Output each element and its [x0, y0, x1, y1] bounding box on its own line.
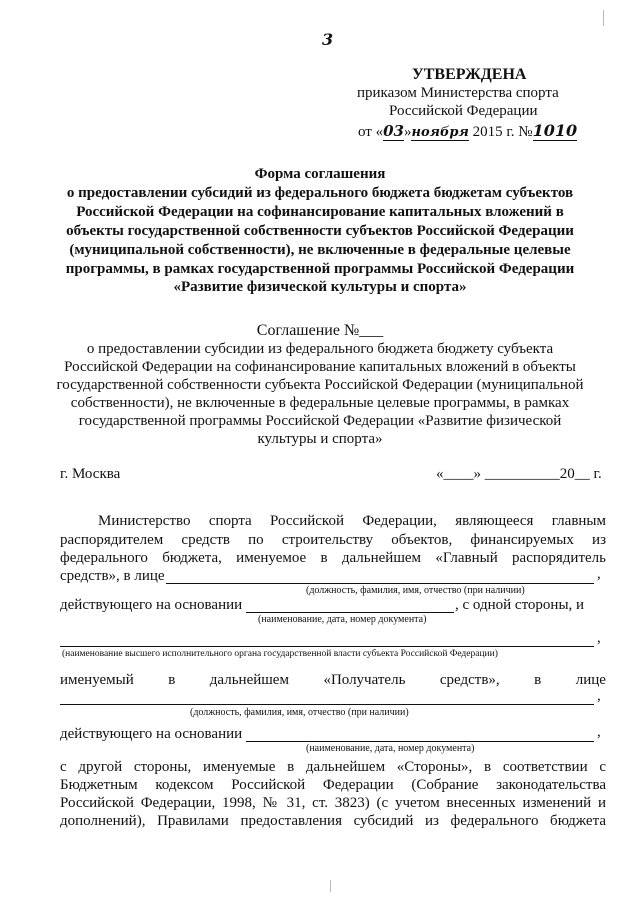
date-month: ноября [411, 125, 469, 140]
form-title-line4: объекты государственной собственности субъектов Российской Федерации [66, 223, 574, 239]
p2-line1: с другой стороны, именуемые в дальнейшем «Стороны», в соответствии с [60, 759, 606, 775]
hint-document-1: (наименование, дата, номер документа) [258, 614, 427, 625]
agreement-line3: Российской Федерации на софинансирование капитальных вложений в объекты [64, 359, 576, 375]
named-word-6: в [534, 672, 542, 688]
scan-mark-top [603, 10, 604, 26]
acting-basis-1: действующего на основании [60, 597, 243, 613]
hint-organ: (наименование высшего исполнительного органа государственной власти субъекта Российской Федерации) [62, 649, 498, 659]
approval-date [358, 121, 577, 141]
position-blank-line-2 [60, 704, 594, 705]
date-mid: » [403, 124, 412, 140]
date-day: 03 [383, 122, 404, 140]
p1-line1: Министерство спорта Российской Федерации, являющееся главным [98, 513, 606, 529]
page-number: 3 [322, 30, 334, 49]
form-title-line6: программы, в рамках государственной программы Российской Федерации [65, 261, 575, 277]
comma-2: , [597, 630, 601, 646]
p2-line3: Российской Федерации, 1998, № 31, ст. 3823) (с учетом внесенных изменений и [60, 795, 606, 811]
scan-mark-bottom [330, 880, 331, 892]
agreement-line2: о предоставлении субсидии из федерального бюджета бюджету субъекта [86, 341, 554, 357]
named-line [60, 672, 606, 689]
acting-basis-2: действующего на основании [60, 726, 243, 742]
form-title-line7: «Развитие физической культуры и спорта» [173, 279, 467, 295]
agreement-line4: государственной собственности субъекта Российской Федерации (муниципальной [56, 377, 584, 393]
approval-line1: приказом Министерства спорта [357, 85, 559, 101]
approval-line2: Российской Федерации [389, 103, 538, 119]
named-word-4: «Получатель [323, 672, 406, 688]
organ-blank-line [60, 646, 594, 647]
document-blank-line-1 [246, 612, 454, 613]
comma-4: , [597, 724, 601, 740]
p1-line4: средств», в лице [60, 568, 165, 584]
agreement-number: Соглашение №___ [256, 322, 384, 339]
place-city: г. Москва [60, 466, 121, 482]
approval-title: УТВЕРЖДЕНА [412, 66, 527, 83]
named-word-3: дальнейшем [209, 672, 289, 688]
hint-position-2: (должность, фамилия, имя, отчество (при наличии) [190, 707, 409, 718]
named-word-5: средств», [439, 672, 500, 688]
one-side: , с одной стороны, и [455, 597, 585, 613]
date-year: 2015 г. № [472, 124, 533, 140]
p2-line2: Бюджетным кодексом Российской Федерации (Собрание законодательства [60, 777, 606, 793]
position-blank-line [166, 583, 594, 584]
named-word-7: лице [575, 672, 606, 688]
date-prefix: от « [358, 124, 384, 140]
place-date-blank: «____» __________20__ г. [436, 466, 602, 482]
p1-line3: федерального бюджета, именуемое в дальнейшем «Главный распорядитель [60, 550, 606, 566]
named-word-1: именуемый [60, 672, 134, 688]
comma-1: , [597, 566, 601, 582]
p2-line4: дополнений), Правилами предоставления субсидий из федерального бюджета [60, 813, 606, 829]
agreement-line7: культуры и спорта» [257, 431, 383, 447]
order-number: 1010 [532, 121, 578, 140]
hint-document-2: (наименование, дата, номер документа) [306, 743, 475, 754]
comma-3: , [597, 688, 601, 704]
form-title-line2: о предоставлении субсидий из федерального бюджета бюджетам субъектов [66, 185, 574, 201]
document-blank-line-2 [246, 741, 594, 742]
hint-position: (должность, фамилия, имя, отчество (при наличии) [306, 585, 525, 596]
form-title-line1: Форма соглашения [254, 166, 386, 182]
p1-line2: распорядителем средств по строительству объектов, финансируемых из [60, 532, 606, 548]
agreement-line5: собственности), не включенные в федеральные целевые программы, в рамках [70, 395, 570, 411]
named-word-2: в [168, 672, 176, 688]
form-title-line3: Российской Федерации на софинансирование капитальных вложений в [76, 204, 564, 220]
agreement-line6: государственной программы Российской Федерации «Развитие физической [78, 413, 562, 429]
form-title-line5: (муниципальной собственности), не включенные в федеральные целевые [69, 242, 571, 258]
